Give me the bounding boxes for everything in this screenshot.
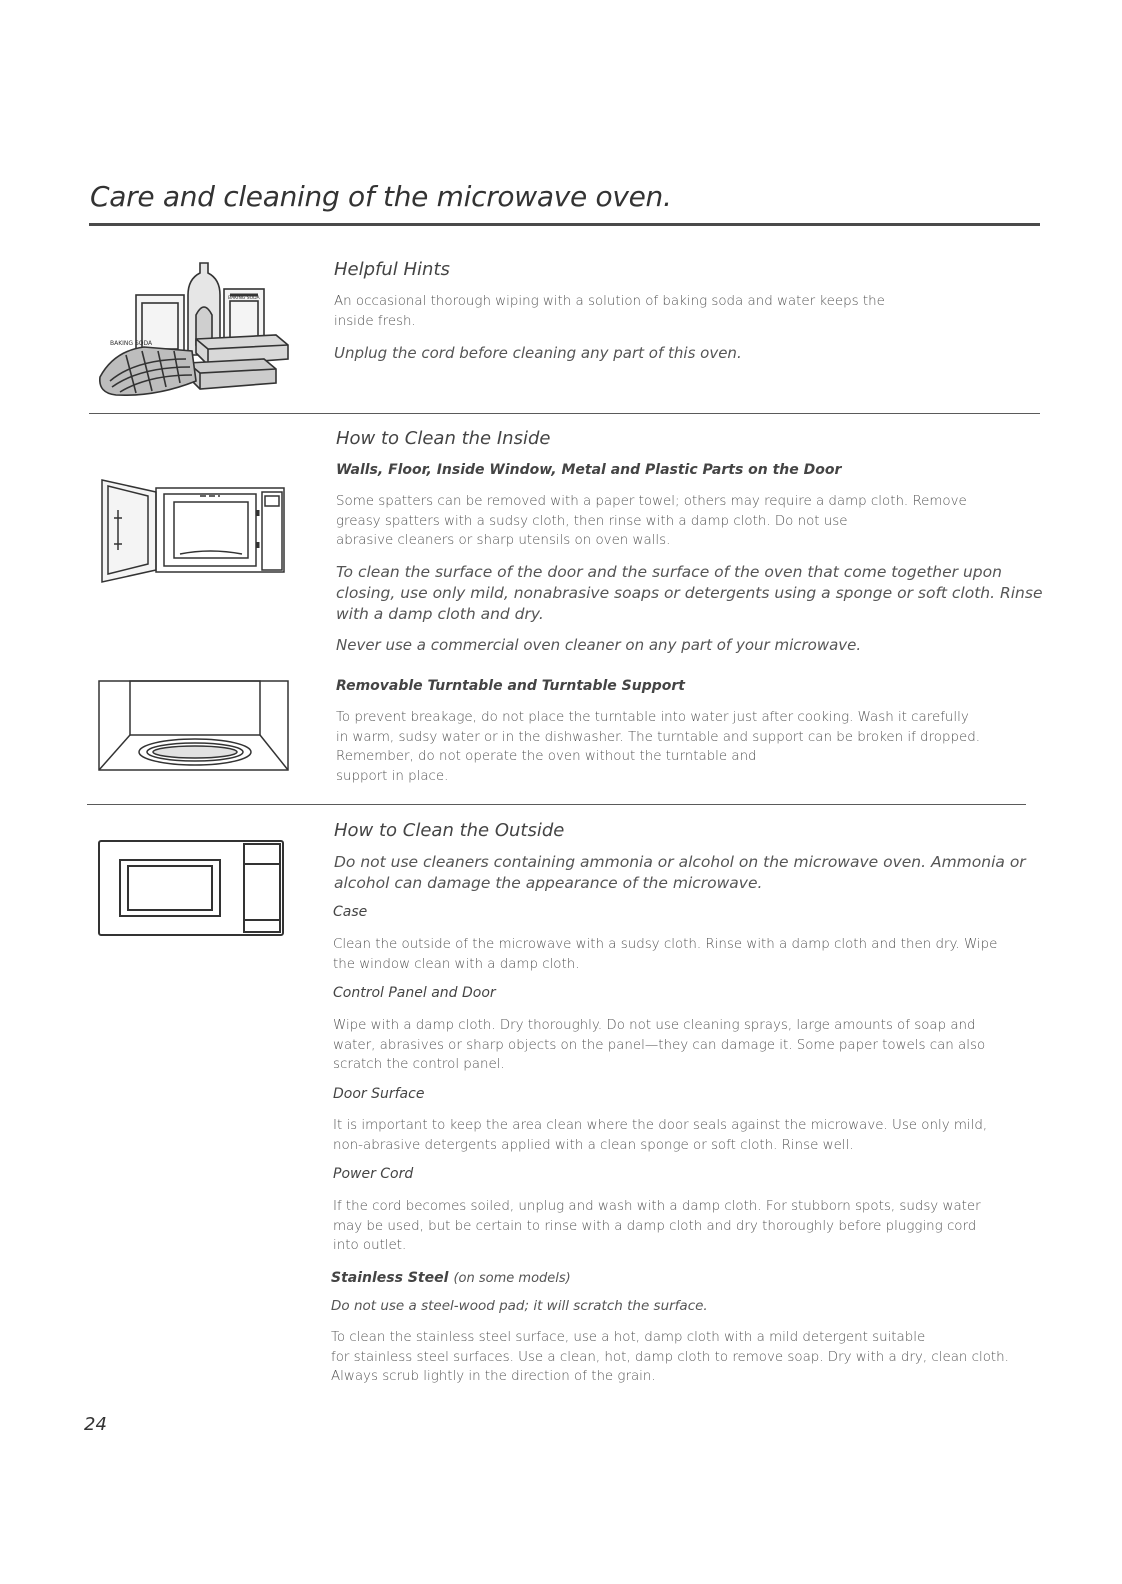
- power-line: into outlet.: [333, 1238, 407, 1253]
- turntable-line: in warm, sudsy water or in the dishwasher. The turntable and support can be broken if dropped.: [336, 729, 980, 745]
- case-heading: Case: [333, 904, 368, 920]
- walls-body: [336, 492, 967, 551]
- walls-heading: Walls, Floor, Inside Window, Metal and Plastic Parts on the Door: [336, 462, 842, 478]
- control-line: Wipe with a damp cloth. Dry thoroughly. Do not use cleaning sprays, large amounts of soap and: [333, 1018, 976, 1033]
- page-number: 24: [84, 1414, 107, 1435]
- page-title: Care and cleaning of the microwave oven.: [90, 180, 672, 213]
- section-divider: [87, 804, 1026, 805]
- section-divider: [89, 413, 1040, 414]
- turntable-body: [336, 708, 980, 786]
- control-line: scratch the control panel.: [333, 1057, 505, 1072]
- stainless-heading-row: [331, 1267, 571, 1286]
- door-line: with a damp cloth and dry.: [336, 605, 544, 623]
- ammonia-warning: [334, 852, 1026, 894]
- walls-line: Some spatters can be removed with a paper towel; others may require a damp cloth. Remove: [336, 494, 967, 509]
- stainless-line: To clean the stainless steel surface, use a hot, damp cloth with a mild detergent suitable: [331, 1330, 926, 1345]
- power-cord-heading: Power Cord: [333, 1166, 414, 1182]
- unplug-warning: Unplug the cord before cleaning any part of this oven.: [334, 344, 742, 362]
- helpful-hints-line: An occasional thorough wiping with a solution of baking soda and water keeps the: [334, 294, 885, 309]
- control-line: water, abrasives or sharp objects on the panel—they can damage it. Some paper towels can also: [333, 1037, 986, 1053]
- walls-line: greasy spatters with a sudsy cloth, then rinse with a damp cloth. Do not use: [336, 513, 848, 529]
- power-line: may be used, but be certain to rinse with a damp cloth and dry thoroughly before plugging cord: [333, 1218, 977, 1234]
- supplies-label: BAKING SODA: [110, 340, 153, 347]
- open-oven-illustration: [100, 470, 290, 585]
- power-cord-body: [333, 1197, 981, 1256]
- ammonia-line: alcohol can damage the appearance of the microwave.: [334, 874, 763, 892]
- outside-heading: How to Clean the Outside: [334, 820, 565, 841]
- helpful-hints-line: inside fresh.: [334, 313, 416, 329]
- ammonia-line: Do not use cleaners containing ammonia or alcohol on the microwave oven. Ammonia or: [334, 853, 1026, 871]
- power-line: If the cord becomes soiled, unplug and wash with a damp cloth. For stubborn spots, sudsy water: [333, 1199, 981, 1214]
- door-surface-instructions: [336, 562, 1043, 625]
- never-warning: Never use a commercial oven cleaner on any part of your microwave.: [336, 636, 862, 654]
- door-surface-line: It is important to keep the area clean where the door seals against the microwave. Use only mild,: [333, 1118, 988, 1133]
- walls-line: abrasive cleaners or sharp utensils on oven walls.: [336, 533, 671, 548]
- case-body: [333, 935, 997, 974]
- stainless-line: for stainless steel surfaces. Use a clean, hot, damp cloth to remove soap. Dry with a dry, clean cloth.: [331, 1349, 1009, 1365]
- case-line: the window clean with a damp cloth.: [333, 956, 580, 972]
- cleaning-supplies-illustration: [96, 255, 296, 400]
- supplies-label-2: BAKING SODA: [228, 296, 260, 301]
- case-line: Clean the outside of the microwave with a sudsy cloth. Rinse with a damp cloth and then dry. Wipe: [333, 937, 998, 952]
- stainless-note: (on some models): [453, 1271, 571, 1286]
- steel-wool-warning: Do not use a steel-wood pad; it will scratch the surface.: [331, 1298, 708, 1314]
- stainless-body: [331, 1328, 1009, 1387]
- stainless-line: Always scrub lightly in the direction of the grain.: [331, 1369, 656, 1384]
- title-rule: [89, 223, 1040, 226]
- door-line: closing, use only mild, nonabrasive soaps or detergents using a sponge or soft cloth. Rinse: [336, 584, 1043, 602]
- closed-oven-illustration: [98, 840, 284, 936]
- helpful-hints-heading: Helpful Hints: [334, 259, 450, 280]
- control-panel-body: [333, 1016, 985, 1075]
- helpful-hints-body: [334, 292, 885, 331]
- turntable-line: To prevent breakage, do not place the turntable into water just after cooking. Wash it carefully: [336, 710, 969, 725]
- stainless-heading: Stainless Steel: [331, 1270, 449, 1286]
- turntable-heading: Removable Turntable and Turntable Support: [336, 678, 685, 694]
- turntable-illustration: [98, 680, 290, 772]
- inside-heading: How to Clean the Inside: [336, 428, 551, 449]
- door-line: To clean the surface of the door and the surface of the oven that come together upon: [336, 563, 1002, 581]
- control-panel-heading: Control Panel and Door: [333, 985, 496, 1001]
- door-surface-line: non-abrasive detergents applied with a clean sponge or soft cloth. Rinse well.: [333, 1137, 854, 1153]
- door-surface-body: [333, 1116, 987, 1155]
- turntable-line: support in place.: [336, 768, 449, 784]
- door-surface-heading: Door Surface: [333, 1086, 425, 1102]
- turntable-line: Remember, do not operate the oven without the turntable and: [336, 749, 757, 764]
